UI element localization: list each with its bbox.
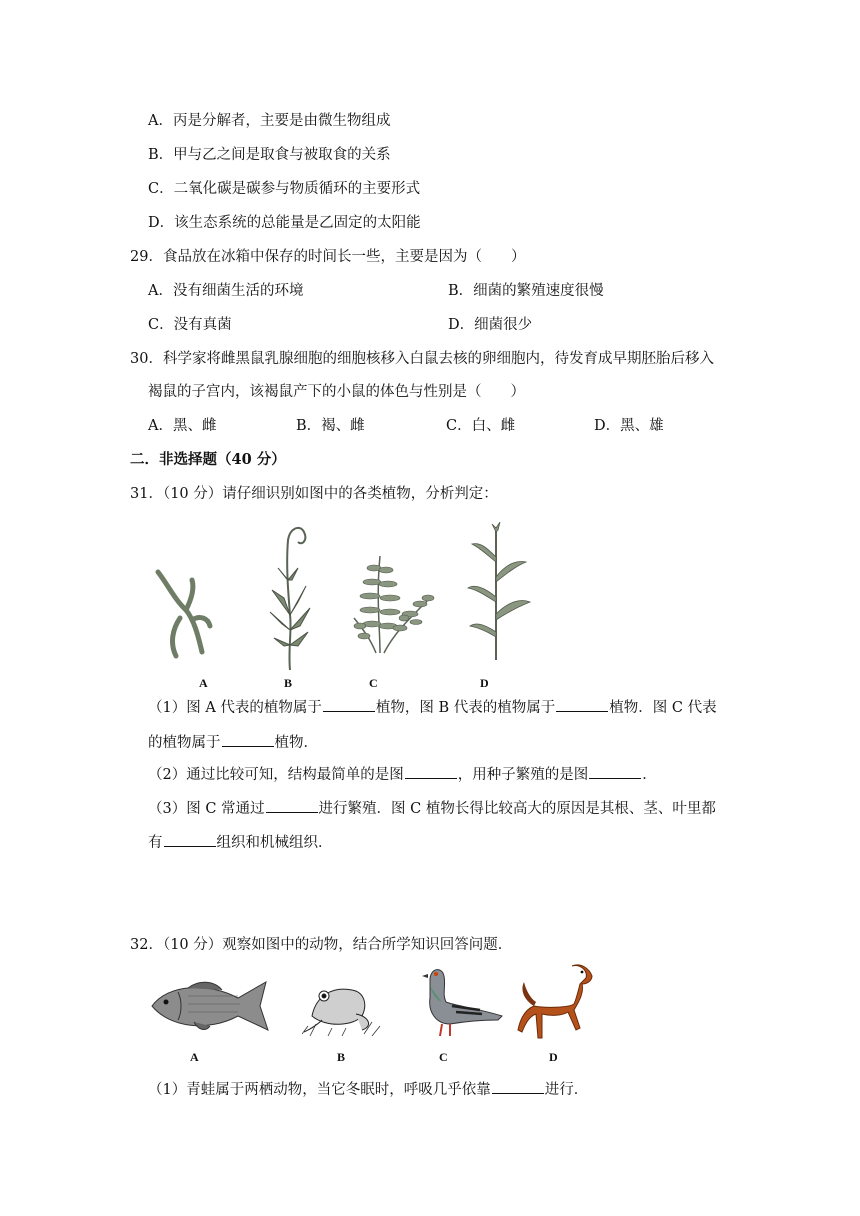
q31-sub3-text-a: （3）图 C 常通过 <box>148 801 265 817</box>
pigeon-figure <box>416 962 508 1042</box>
section-title: 二．非选择题（40 分） <box>130 451 286 468</box>
q31-sub3-text-d: 组织和机械组织． <box>216 835 333 851</box>
animal-label-a: A <box>190 1050 199 1064</box>
q31-stem: 31．（10 分）请仔细识别如图中的各类植物，分析判定： <box>130 486 498 502</box>
answer-blank[interactable] <box>222 732 274 747</box>
q31-sub3-text-c: 有 <box>148 835 163 851</box>
q30-stem-line1: 30．科学家将雌黑鼠乳腺细胞的细胞核移入白鼠去核的卵细胞内，待发育成早期胚胎后移入 <box>130 351 714 367</box>
q32-stem: 32．（10 分）观察如图中的动物，结合所学知识回答问题． <box>130 937 513 953</box>
q29-stem: 29．食品放在冰箱中保存的时间长一些，主要是因为（ ） <box>130 249 526 265</box>
figure-label-c: C <box>369 676 378 690</box>
q31-sub1-text-a: （1）图 A 代表的植物属于 <box>148 700 322 716</box>
q29-option-d: D．细菌很少 <box>448 317 533 333</box>
q31-sub1-text-e: 植物． <box>274 735 318 751</box>
fish-figure <box>148 976 270 1036</box>
q28-option-c: C．二氧化碳是碳参与物质循环的主要形式 <box>148 181 421 197</box>
q31-sub1-text-d: 的植物属于 <box>148 735 221 751</box>
answer-blank[interactable] <box>589 764 641 779</box>
answer-blank[interactable] <box>405 764 457 779</box>
q28-option-d: D．该生态系统的总能量是乙固定的太阳能 <box>148 215 421 231</box>
corn-figure <box>466 522 536 662</box>
figure-label-b: B <box>284 676 293 690</box>
fern-figure <box>350 548 440 658</box>
moss-figure <box>262 520 322 675</box>
q31-sub1-text-b: 植物，图 B 代表的植物属于 <box>375 700 556 716</box>
q28-option-a: A．丙是分解者，主要是由微生物组成 <box>148 113 391 129</box>
answer-blank[interactable] <box>266 798 318 813</box>
algae-figure <box>150 560 220 670</box>
horse-figure <box>514 960 598 1044</box>
q30-option-a: A．黑、雌 <box>148 418 217 434</box>
q31-sub1-line1 <box>148 697 717 718</box>
q29-option-a: A．没有细菌生活的环境 <box>148 283 304 299</box>
q31-sub3-text-b: 进行繁殖．图 C 植物长得比较高大的原因是其根、茎、叶里都 <box>318 801 716 817</box>
q31-sub2-text-b: ，用种子繁殖的是图 <box>457 767 589 783</box>
answer-blank[interactable] <box>492 1079 544 1094</box>
q28-option-b: B．甲与乙之间是取食与被取食的关系 <box>148 147 391 163</box>
animal-label-b: B <box>337 1050 346 1064</box>
animal-label-d: D <box>549 1050 558 1064</box>
q31-sub2 <box>148 764 657 785</box>
q29-option-c: C．没有真菌 <box>148 317 232 333</box>
figure-label-a: A <box>199 676 208 690</box>
q31-sub2-text-c: ． <box>642 767 657 783</box>
q32-sub1-text-b: 进行． <box>544 1082 589 1098</box>
frog-figure <box>302 976 382 1038</box>
q31-sub2-text-a: （2）通过比较可知，结构最简单的是图 <box>148 767 404 783</box>
animal-label-c: C <box>439 1050 448 1064</box>
q30-option-d: D．黑、雄 <box>594 418 664 434</box>
figure-label-d: D <box>480 676 489 690</box>
answer-blank[interactable] <box>323 697 375 712</box>
q30-option-b: B．褐、雌 <box>296 418 365 434</box>
q32-sub1-text-a: （1）青蛙属于两栖动物，当它冬眠时，呼吸几乎依靠 <box>148 1082 491 1098</box>
q31-sub3-line2 <box>148 832 333 853</box>
answer-blank[interactable] <box>164 832 216 847</box>
q32-sub1 <box>148 1079 588 1100</box>
q29-option-b: B．细菌的繁殖速度很慢 <box>448 283 604 299</box>
answer-blank[interactable] <box>556 697 608 712</box>
q30-option-c: C．白、雌 <box>446 418 516 434</box>
q31-sub1-line2 <box>148 732 318 753</box>
q30-stem-line2: 褐鼠的子宫内，该褐鼠产下的小鼠的体色与性别是（ ） <box>148 384 525 400</box>
q31-sub1-text-c: 植物．图 C 代表 <box>609 700 717 716</box>
q31-sub3-line1 <box>148 798 716 819</box>
